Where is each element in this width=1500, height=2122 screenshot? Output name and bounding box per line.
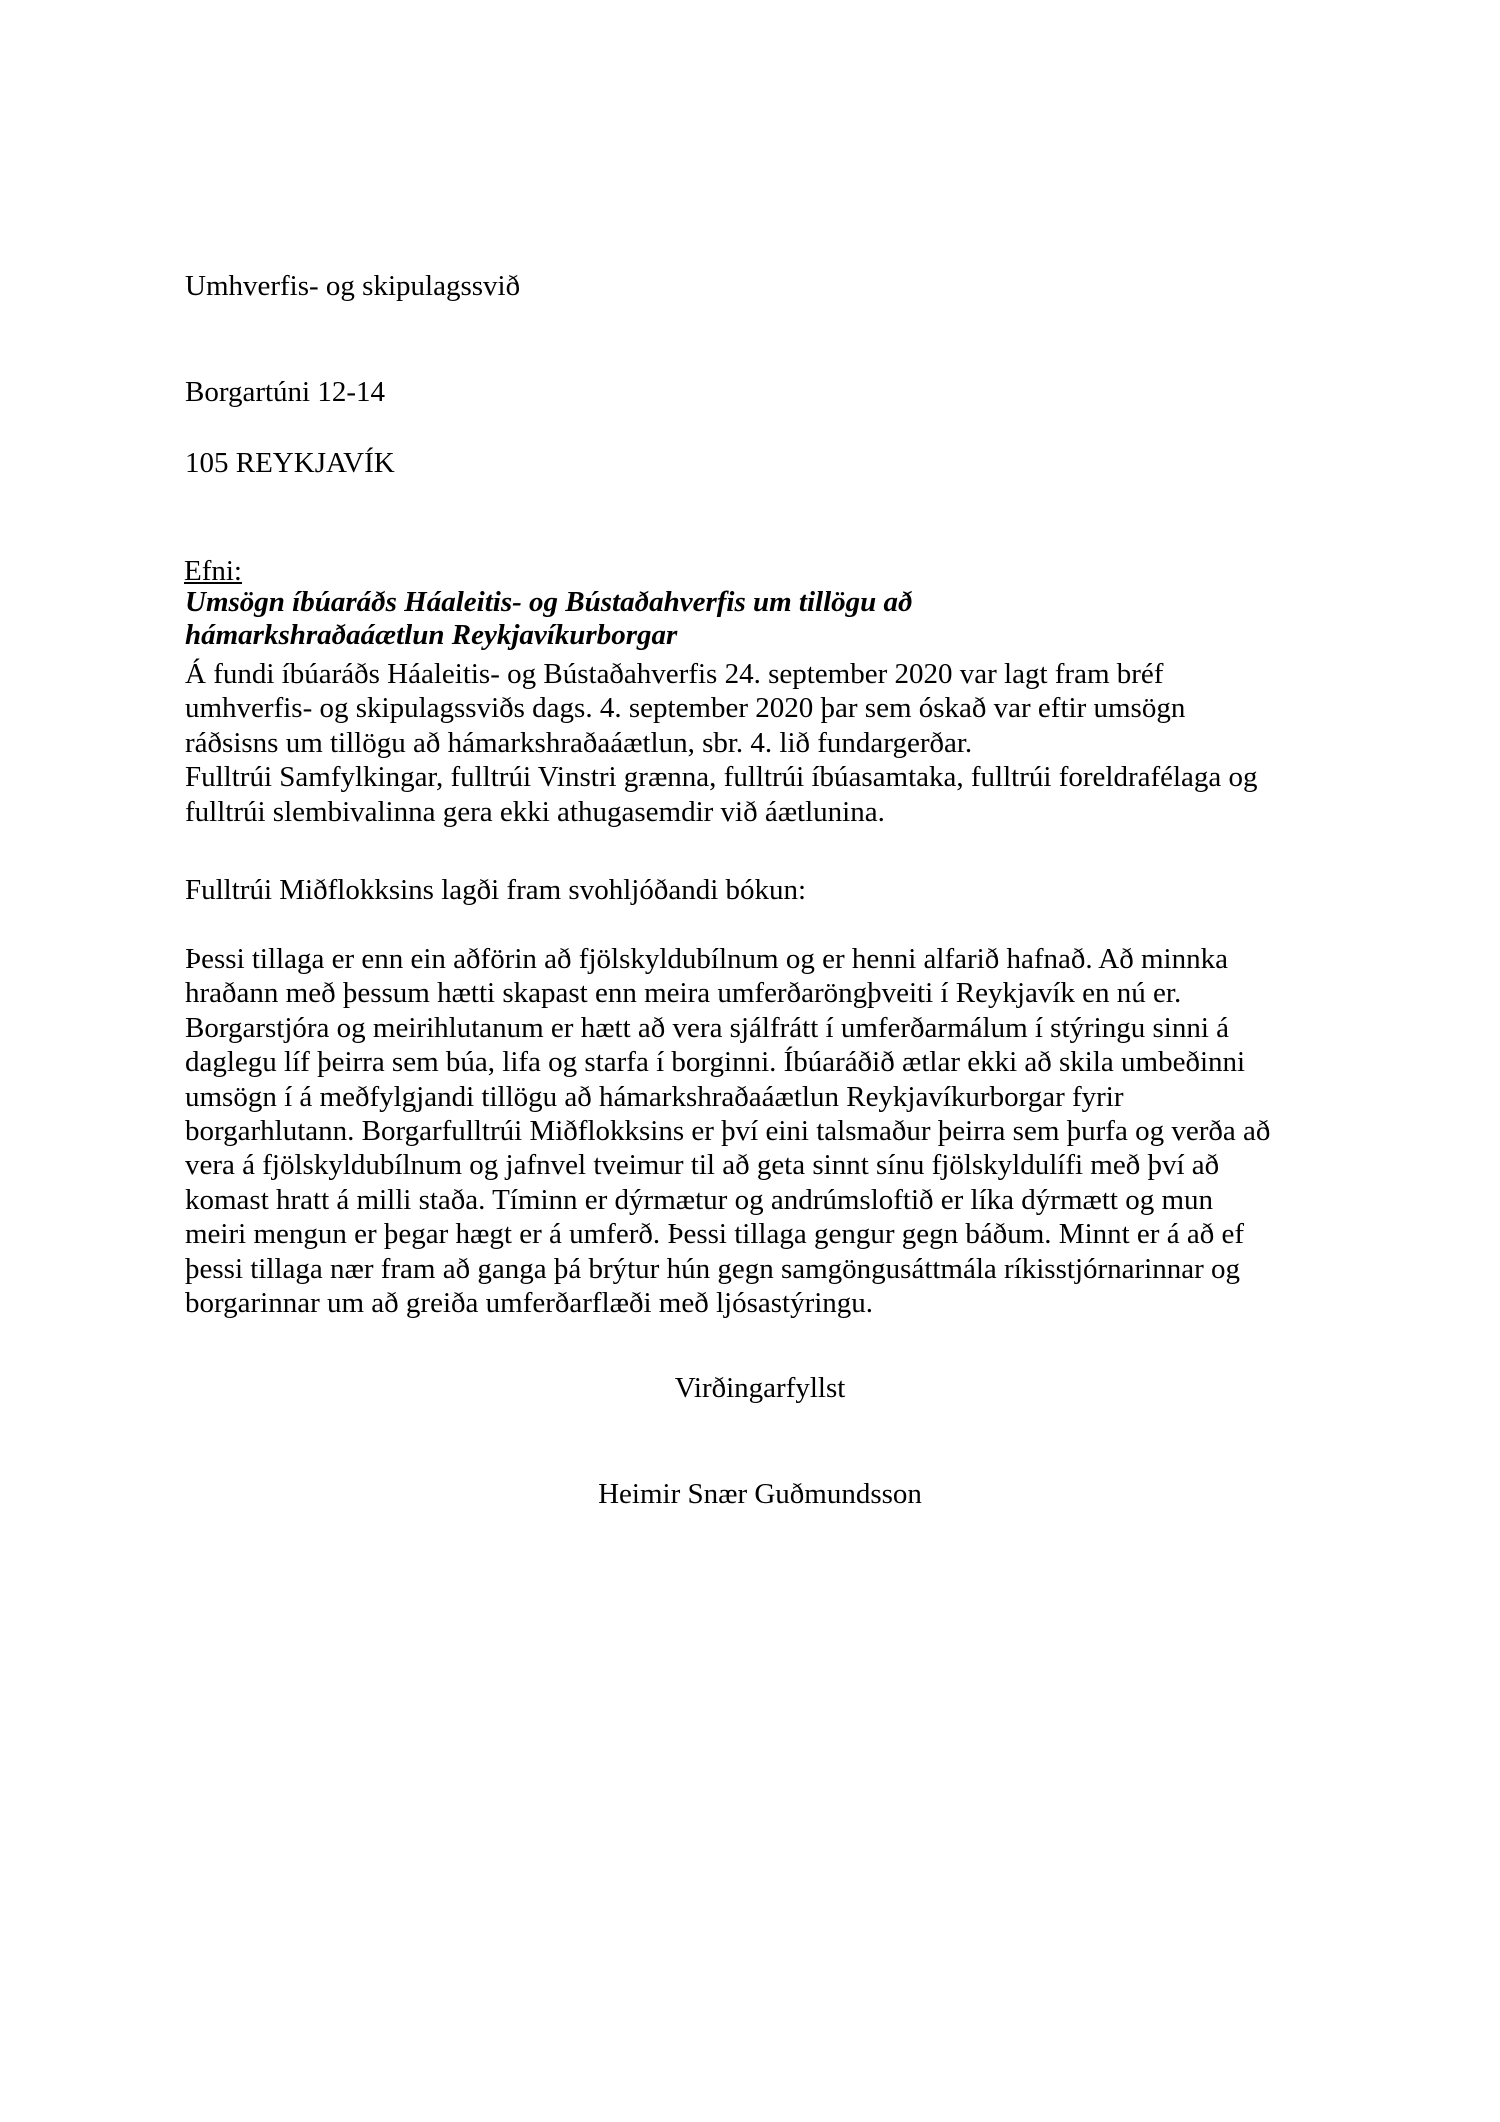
statement-paragraph [185,942,1335,1320]
statement-intro: Fulltrúi Miðflokksins lagði fram svohljóðandi bókun: [185,874,807,906]
statement-line: meiri mengun er þegar hægt er á umferð. Þessi tillaga gengur gegn báðum. Minnt er á að ef [185,1218,1244,1251]
recipient-street: Borgartúni 12-14 [185,376,386,408]
statement-line: Borgarstjóra og meirihlutanum er hætt að vera sjálfrátt í umferðarmálum í stýringu sinni á [185,1011,1230,1044]
statement-line: Þessi tillaga er enn ein aðförin að fjölskyldubílnum og er henni alfarið hafnað. Að minnka [185,943,1228,975]
statement-line: þessi tillaga nær fram að ganga þá brýtur hún gegn samgöngusáttmála ríkisstjórnarinnar og [185,1252,1241,1285]
closing: Virðingarfyllst [674,1372,846,1404]
subject-line: hámarkshraðaáætlun Reykjavíkurborgar [185,619,678,651]
intro-paragraph [185,657,1335,829]
statement-line: umsögn í á meðfylgjandi tillögu að hámarkshraðaáætlun Reykjavíkurborgar fyrir [185,1080,1124,1113]
recipient-department: Umhverfis- og skipulagssvið [185,270,521,302]
intro-line: ráðsisns um tillögu að hámarkshraðaáætlun, sbr. 4. lið fundargerðar. [185,726,973,759]
intro-line: fulltrúi slembivalinna gera ekki athugasemdir við áætlunina. [185,795,885,828]
intro-line: umhverfis- og skipulagssviðs dags. 4. september 2020 þar sem óskað var eftir umsögn [185,692,1186,725]
statement-line: vera á fjölskyldubílnum og jafnvel tveimur til að geta sinnt sínu fjölskyldulífi með því að [185,1149,1220,1182]
statement-line: borgarhlutann. Borgarfulltrúi Miðflokksins er því eini talsmaður þeirra sem þurfa og verða að [185,1115,1271,1148]
statement-line: borgarinnar um að greiða umferðarflæði með ljósastýringu. [185,1287,874,1320]
statement-line: daglegu líf þeirra sem búa, lifa og starfa í borginni. Íbúaráðið ætlar ekki að skila umbeðinni [185,1046,1246,1079]
recipient-city: 105 REYKJAVÍK [185,447,395,479]
signature: Heimir Snær Guðmundsson [598,1478,922,1510]
intro-line: Fulltrúi Samfylkingar, fulltrúi Vinstri grænna, fulltrúi íbúasamtaka, fulltrúi foreldrafélaga og [185,761,1258,794]
intro-line: Á fundi íbúaráðs Háaleitis- og Bústaðahverfis 24. september 2020 var lagt fram bréf [185,658,1164,690]
statement-line: hraðann með þessum hætti skapast enn meira umferðaröngþveiti í Reykjavík en nú er. [185,977,1182,1010]
statement-line: komast hratt á milli staða. Tíminn er dýrmætur og andrúmsloftið er líka dýrmætt og mun [185,1183,1214,1216]
subject-label: Efni: [184,555,242,587]
subject-line: Umsögn íbúaráðs Háaleitis- og Bústaðahverfis um tillögu að [185,586,913,618]
subject-title [185,586,1335,652]
